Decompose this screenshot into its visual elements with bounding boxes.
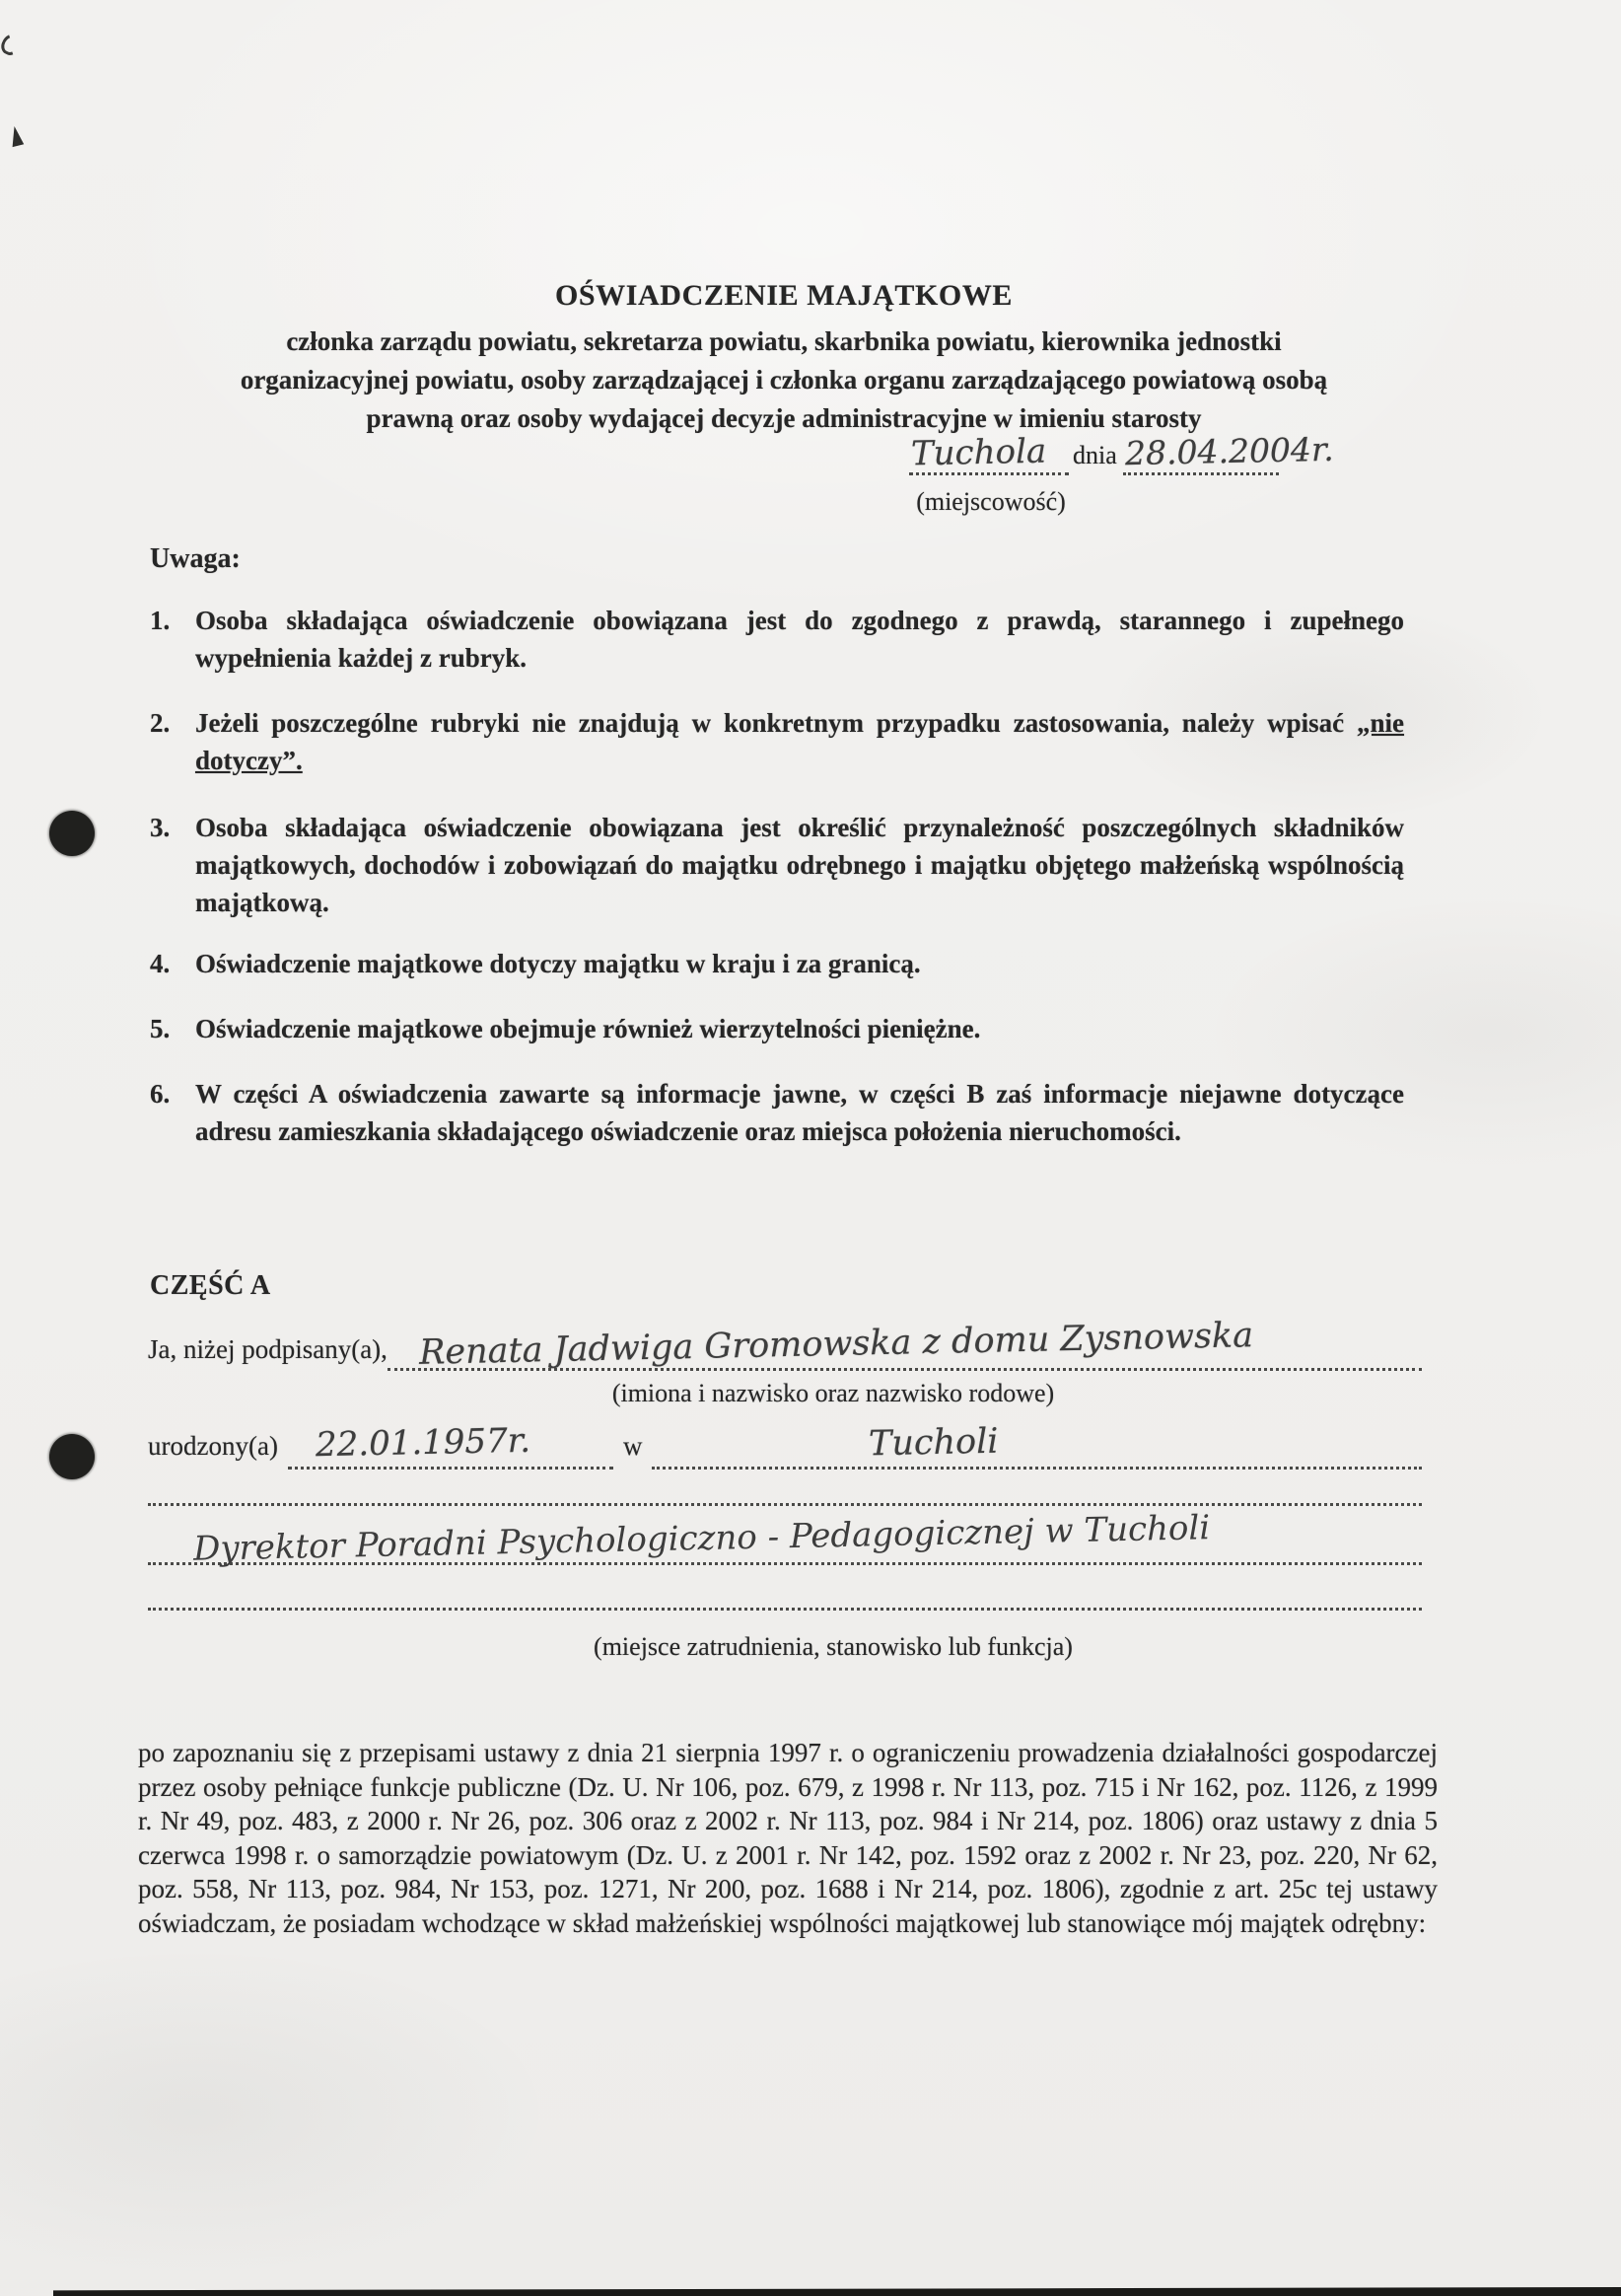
note-text: Oświadczenie majątkowe dotyczy majątku w kraju i za granicą.	[195, 949, 921, 978]
note-text: Osoba składająca oświadczenie obowiązana jest określić przynależność poszczególnych składników majątkowych, dochodów i zobowiązań do majątku odrębnego i majątku objętego małżeńską wspólnością majątkową.	[195, 813, 1404, 917]
birth-date-field	[288, 1422, 613, 1470]
notes-list	[150, 602, 1404, 1150]
note-text: Oświadczenie majątkowe obejmuje również wierzytelności pieniężne.	[195, 1014, 981, 1043]
note-item	[150, 809, 1404, 921]
scan-edge-bar	[53, 2287, 1621, 2296]
document-header	[148, 279, 1420, 438]
note-number: 3.	[150, 813, 171, 842]
dnia-label: dnia	[1073, 441, 1117, 469]
blank-dotted-line	[148, 1608, 1422, 1611]
legal-paragraph: po zapoznaniu się z przepisami ustawy z dnia 21 sierpnia 1997 r. o ograniczeniu prowadzenia działalności gospodarczej przez osoby pełniące funkcje publiczne (Dz. U. Nr 106, poz. 679, z 1998 r. Nr 113, poz. 715 i Nr 162, poz. 1126, z 1999 r. Nr 49, poz. 483, z 2000 r. Nr 26, poz. 306 oraz z 2002 r. Nr 113, poz. 984 i Nr 214, poz. 1806) oraz ustawy z dnia 5 czerwca 1998 r. o samorządzie powiatowym (Dz. U. z 2001 r. Nr 142, poz. 1592 oraz z 2002 r. Nr 23, poz. 220, Nr 62, poz. 558, Nr 113, poz. 984, Nr 153, poz. 1271, Nr 200, poz. 1688 i Nr 214, poz. 1806), zgodnie z art. 25c tej ustawy oświadczam, że posiadam wchodzące w skład małżeńskiej wspólności majątkowej lub stanowiące mój majątek odrębny:	[138, 1738, 1438, 1938]
note-item	[150, 704, 1404, 779]
note-item	[150, 1075, 1404, 1150]
note-number: 5.	[150, 1014, 171, 1043]
note-item	[150, 602, 1404, 677]
birth-place-field	[652, 1422, 1422, 1470]
document-subtitle-line: prawną oraz osoby wydającej decyzje administracyjne w imieniu starosty	[366, 403, 1202, 433]
employment-field	[148, 1508, 1422, 1569]
declarant-name-row	[148, 1316, 1422, 1373]
place-field	[909, 431, 1069, 475]
note-text: Osoba składająca oświadczenie obowiązana jest do zgodnego z prawdą, starannego i zupełnego wypełnienia każdej z rubryk.	[195, 606, 1404, 673]
note-number: 6.	[150, 1079, 171, 1109]
document-subtitle-line: organizacyjnej powiatu, osoby zarządzającej i członka organu zarządzającego powiatową osobą	[240, 365, 1328, 395]
date-field	[1123, 429, 1334, 475]
birth-row	[148, 1422, 1422, 1470]
declarant-label: Ja, niżej podpisany(a),	[148, 1334, 388, 1364]
note-number: 2.	[150, 708, 171, 738]
note-number: 1.	[150, 606, 171, 635]
born-in-label: w	[622, 1431, 643, 1461]
document-title: OŚWIADCZENIE MAJĄTKOWE	[554, 279, 1014, 312]
notes-heading: Uwaga:	[150, 543, 241, 574]
handwritten-employment: Dyrektor Poradni Psychologiczno - Pedagogicznej w Tucholi	[192, 1508, 1211, 1569]
note-item	[150, 945, 1404, 982]
document-subtitle-line: członka zarządu powiatu, sekretarza powiatu, skarbnika powiatu, kierownika jednostki	[286, 326, 1282, 356]
name-field	[388, 1316, 1422, 1373]
corner-ink-mark	[0, 31, 24, 58]
place-caption: (miejscowość)	[916, 487, 1066, 516]
corner-ink-blot	[8, 125, 24, 147]
handwritten-birth-date: 22.01.1957r.	[315, 1420, 531, 1466]
part-a-heading: CZĘŚĆ A	[150, 1270, 271, 1301]
ink-dot-mark	[49, 1434, 95, 1479]
note-item	[150, 1010, 1404, 1047]
place-date-row	[909, 429, 1334, 477]
note-text: Jeżeli poszczególne rubryki nie znajdują w konkretnym przypadku zastosowania, należy wpisać „nie dotyczy”.	[195, 708, 1404, 775]
ink-dot-mark	[49, 811, 95, 856]
note-text: W części A oświadczenia zawarte są informacje jawne, w części B zaś informacje niejawne dotyczące adresu zamieszkania składającego oświadczenie oraz miejsca położenia nieruchomości.	[195, 1079, 1404, 1146]
blank-dotted-line	[148, 1503, 1422, 1506]
born-label: urodzony(a)	[148, 1431, 278, 1461]
handwritten-name: Renata Jadwiga Gromowska z domu Zysnowska	[418, 1316, 1254, 1373]
note-number: 4.	[150, 949, 171, 978]
note-underlined-phrase: „nie dotyczy”.	[195, 708, 1404, 775]
handwritten-date: 28.04.2004r.	[1124, 429, 1334, 473]
handwritten-place: Tuchola	[910, 431, 1047, 474]
handwritten-birth-place: Tucholi	[869, 1421, 1000, 1465]
name-caption: (imiona i nazwisko oraz nazwisko rodowe)	[611, 1379, 1055, 1407]
employment-caption: (miejsce zatrudnienia, stanowisko lub funkcja)	[594, 1632, 1073, 1661]
